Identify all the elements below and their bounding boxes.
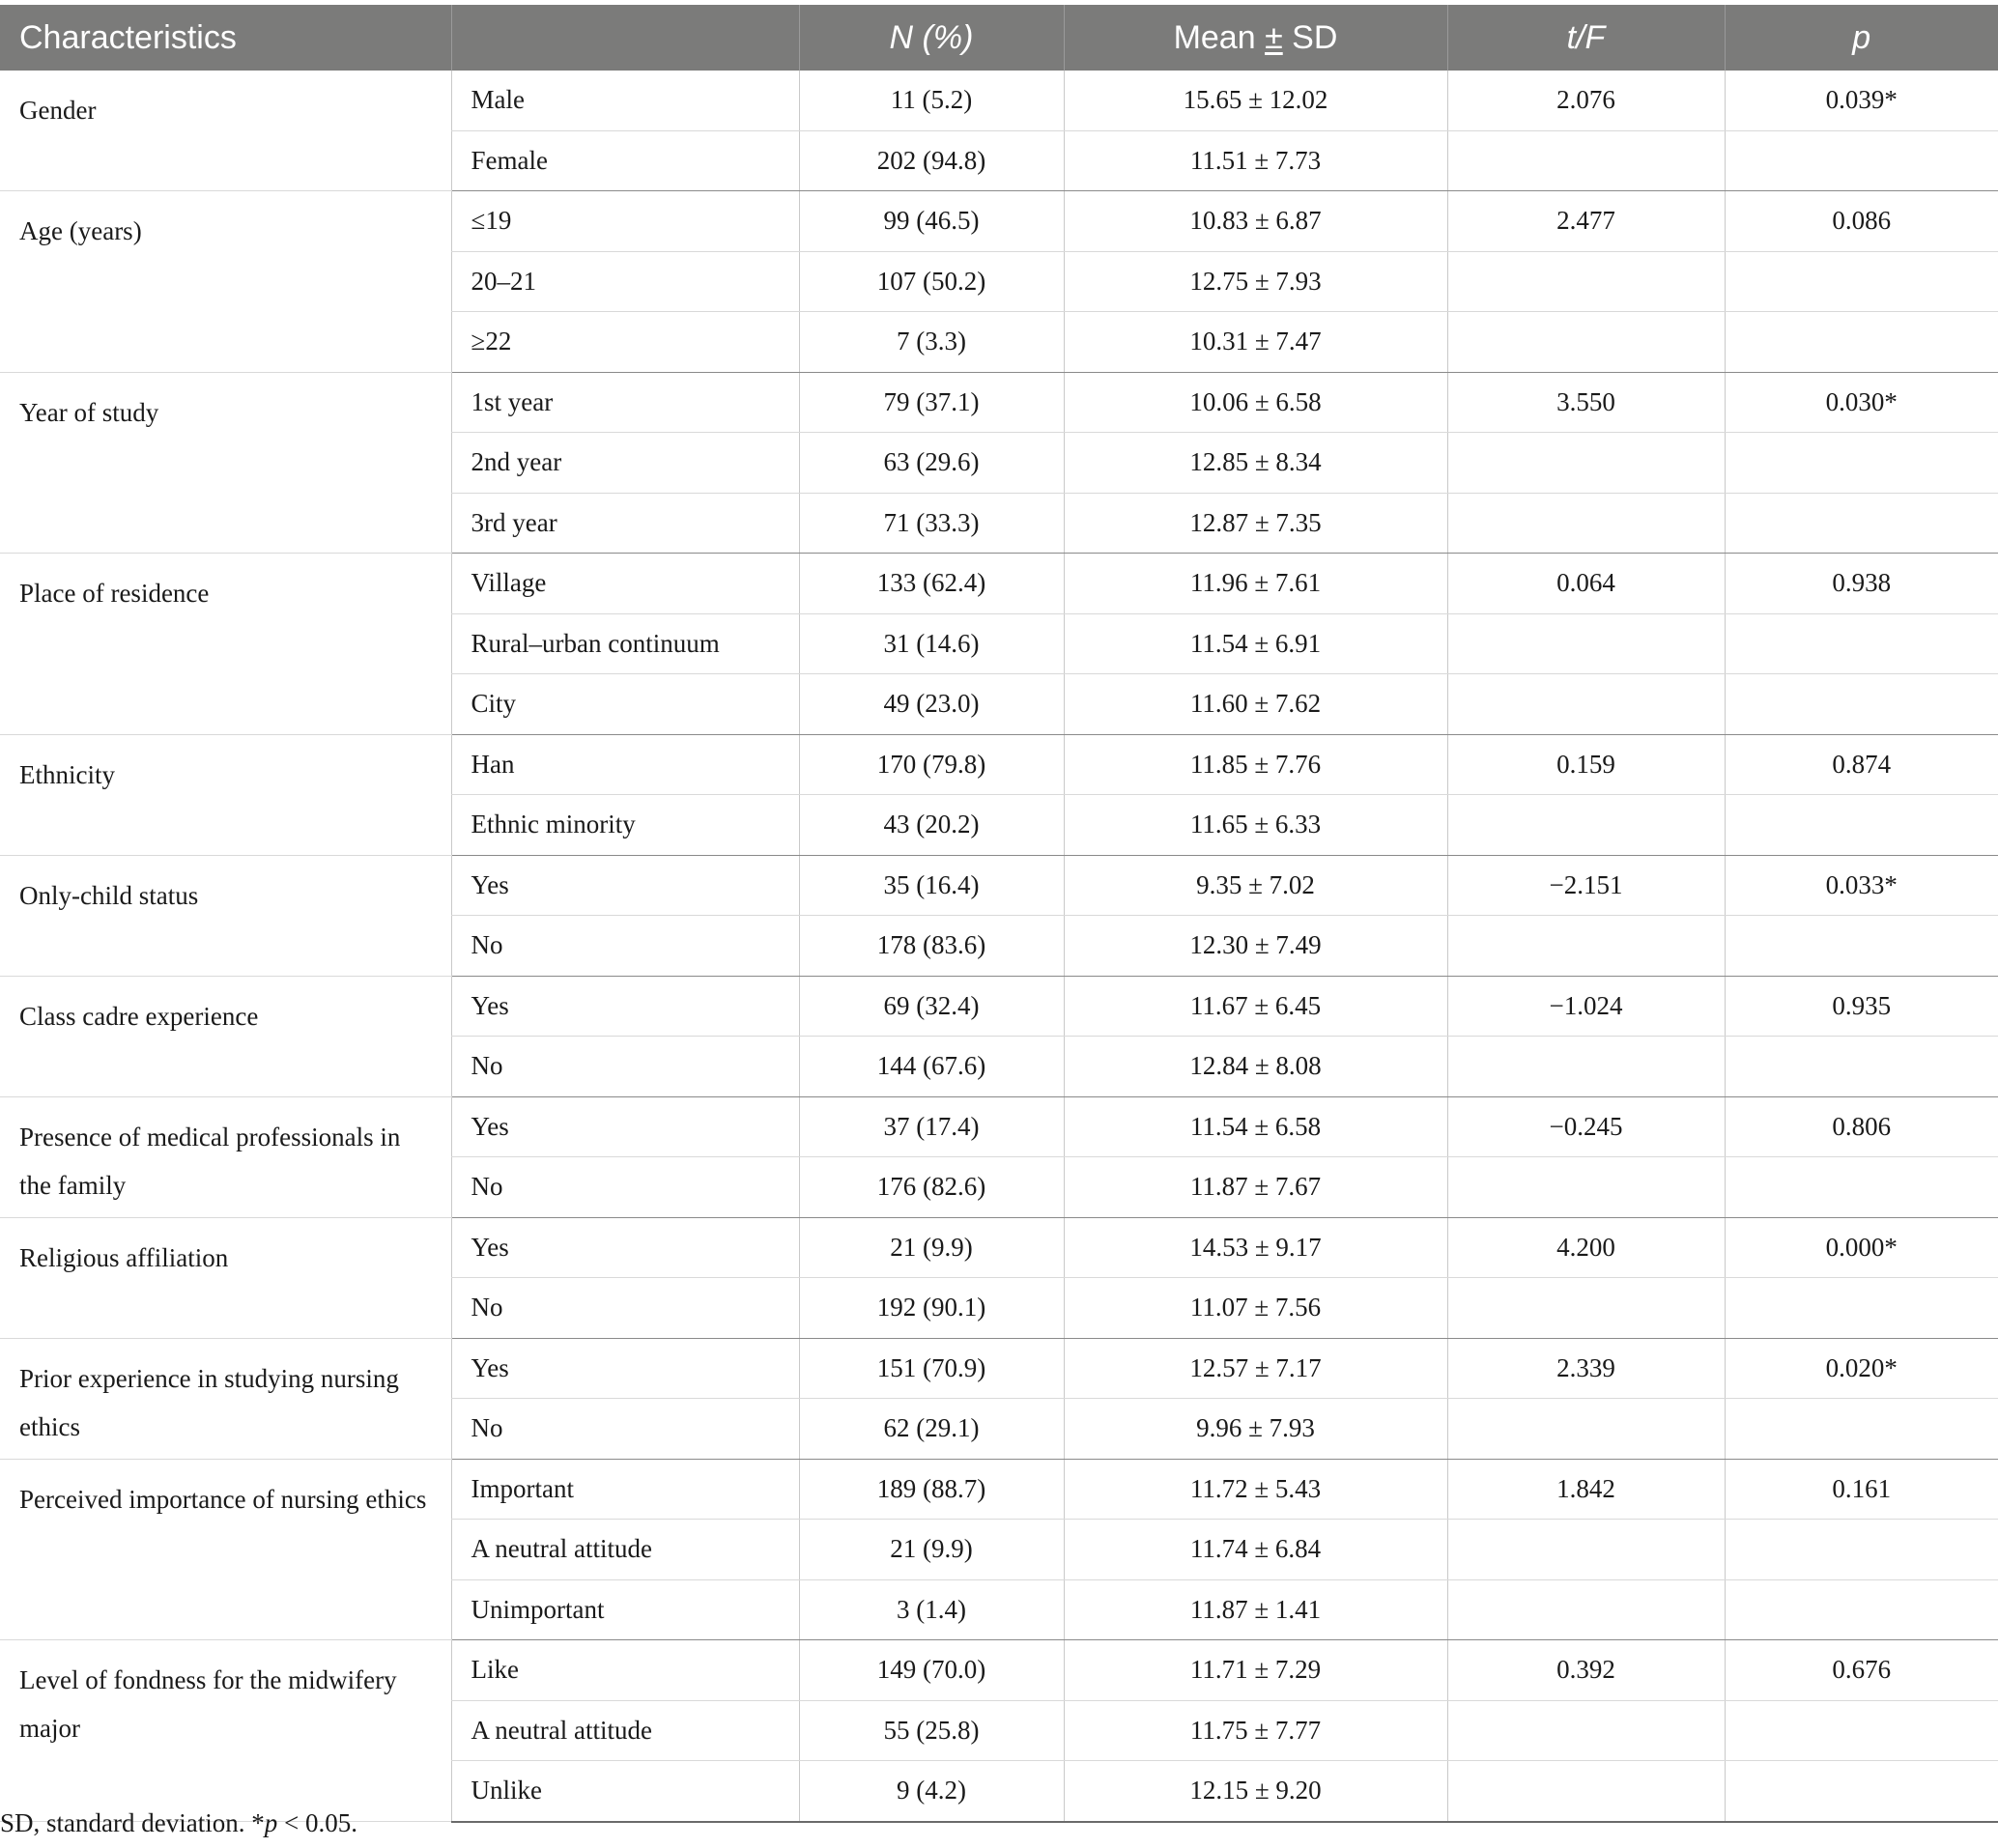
mean-sd-cell: 11.72 ± 5.43 xyxy=(1064,1459,1447,1520)
t-f-cell xyxy=(1447,1761,1725,1822)
t-f-cell xyxy=(1447,1278,1725,1339)
category-cell: No xyxy=(451,1278,799,1339)
category-cell: Unlike xyxy=(451,1761,799,1822)
category-cell: Village xyxy=(451,554,799,614)
n-percent-cell: 69 (32.4) xyxy=(799,976,1064,1037)
mean-sd-cell: 11.54 ± 6.91 xyxy=(1064,613,1447,674)
t-f-cell: −2.151 xyxy=(1447,855,1725,916)
n-percent-cell: 192 (90.1) xyxy=(799,1278,1064,1339)
p-value-cell: 0.676 xyxy=(1725,1640,1998,1701)
t-f-cell: 0.064 xyxy=(1447,554,1725,614)
t-f-cell: 1.842 xyxy=(1447,1459,1725,1520)
mean-sd-cell: 11.60 ± 7.62 xyxy=(1064,674,1447,735)
p-value-cell xyxy=(1725,1579,1998,1640)
category-cell: Unimportant xyxy=(451,1579,799,1640)
p-value-cell xyxy=(1725,613,1998,674)
n-percent-cell: 149 (70.0) xyxy=(799,1640,1064,1701)
n-percent-cell: 49 (23.0) xyxy=(799,674,1064,735)
category-cell: Male xyxy=(451,71,799,130)
n-percent-cell: 133 (62.4) xyxy=(799,554,1064,614)
header-t-f-text: t/F xyxy=(1566,18,1606,56)
header-t-f xyxy=(1447,5,1725,71)
table-row xyxy=(0,1217,1998,1278)
mean-sd-cell: 11.71 ± 7.29 xyxy=(1064,1640,1447,1701)
t-f-cell xyxy=(1447,1700,1725,1761)
p-value-cell: 0.020* xyxy=(1725,1338,1998,1399)
n-percent-cell: 43 (20.2) xyxy=(799,795,1064,856)
category-cell: No xyxy=(451,1399,799,1460)
mean-sd-cell: 11.75 ± 7.77 xyxy=(1064,1700,1447,1761)
n-percent-cell: 202 (94.8) xyxy=(799,130,1064,191)
t-f-cell: −0.245 xyxy=(1447,1096,1725,1157)
category-cell: Yes xyxy=(451,1338,799,1399)
category-cell: 1st year xyxy=(451,372,799,433)
characteristic-name: Year of study xyxy=(0,372,451,554)
mean-sd-cell: 11.87 ± 7.67 xyxy=(1064,1157,1447,1218)
characteristics-table xyxy=(0,5,1998,1823)
category-cell: Yes xyxy=(451,855,799,916)
t-f-cell xyxy=(1447,251,1725,312)
p-value-cell xyxy=(1725,916,1998,977)
mean-sd-cell: 10.31 ± 7.47 xyxy=(1064,312,1447,373)
p-value-cell xyxy=(1725,1700,1998,1761)
n-percent-cell: 35 (16.4) xyxy=(799,855,1064,916)
category-cell: 2nd year xyxy=(451,433,799,494)
footnote-suffix: < 0.05. xyxy=(277,1808,357,1837)
p-value-cell: 0.161 xyxy=(1725,1459,1998,1520)
category-cell: 20–21 xyxy=(451,251,799,312)
category-cell: No xyxy=(451,916,799,977)
category-cell: No xyxy=(451,1157,799,1218)
t-f-cell xyxy=(1447,674,1725,735)
n-percent-cell: 176 (82.6) xyxy=(799,1157,1064,1218)
t-f-cell: 2.477 xyxy=(1447,191,1725,252)
category-cell: A neutral attitude xyxy=(451,1520,799,1580)
mean-sd-cell: 11.67 ± 6.45 xyxy=(1064,976,1447,1037)
characteristic-name: Presence of medical professionals in the family xyxy=(0,1096,451,1217)
t-f-cell: −1.024 xyxy=(1447,976,1725,1037)
p-value-cell: 0.938 xyxy=(1725,554,1998,614)
n-percent-cell: 107 (50.2) xyxy=(799,251,1064,312)
category-cell: Like xyxy=(451,1640,799,1701)
mean-sd-cell: 11.07 ± 7.56 xyxy=(1064,1278,1447,1339)
mean-sd-cell: 12.85 ± 8.34 xyxy=(1064,433,1447,494)
p-value-cell: 0.935 xyxy=(1725,976,1998,1037)
p-value-cell xyxy=(1725,1037,1998,1097)
category-cell: ≥22 xyxy=(451,312,799,373)
t-f-cell xyxy=(1447,1157,1725,1218)
t-f-cell xyxy=(1447,1579,1725,1640)
characteristic-name: Perceived importance of nursing ethics xyxy=(0,1459,451,1640)
table-footnote xyxy=(0,1808,357,1838)
t-f-cell xyxy=(1447,1037,1725,1097)
t-f-cell: 3.550 xyxy=(1447,372,1725,433)
characteristic-name: Level of fondness for the midwifery major xyxy=(0,1640,451,1822)
p-value-cell xyxy=(1725,1278,1998,1339)
characteristic-name: Only-child status xyxy=(0,855,451,976)
p-value-cell xyxy=(1725,674,1998,735)
mean-sd-cell: 14.53 ± 9.17 xyxy=(1064,1217,1447,1278)
characteristic-name: Prior experience in studying nursing ethics xyxy=(0,1338,451,1459)
mean-sd-cell: 11.96 ± 7.61 xyxy=(1064,554,1447,614)
p-value-cell xyxy=(1725,795,1998,856)
mean-sd-cell: 11.51 ± 7.73 xyxy=(1064,130,1447,191)
t-f-cell: 0.392 xyxy=(1447,1640,1725,1701)
category-cell: Yes xyxy=(451,1217,799,1278)
table-row xyxy=(0,1338,1998,1399)
mean-sd-cell: 10.06 ± 6.58 xyxy=(1064,372,1447,433)
n-percent-cell: 21 (9.9) xyxy=(799,1217,1064,1278)
header-category xyxy=(451,5,799,71)
p-value-cell xyxy=(1725,251,1998,312)
header-n-percent xyxy=(799,5,1064,71)
n-percent-cell: 99 (46.5) xyxy=(799,191,1064,252)
header-p-text: p xyxy=(1852,18,1871,56)
n-percent-cell: 151 (70.9) xyxy=(799,1338,1064,1399)
header-sd-label: SD xyxy=(1282,18,1338,56)
footnote-p: p xyxy=(264,1808,278,1837)
p-value-cell: 0.039* xyxy=(1725,71,1998,130)
n-percent-cell: 3 (1.4) xyxy=(799,1579,1064,1640)
mean-sd-cell: 12.30 ± 7.49 xyxy=(1064,916,1447,977)
table-row xyxy=(0,554,1998,614)
header-characteristics: Characteristics xyxy=(0,5,451,71)
n-percent-cell: 170 (79.8) xyxy=(799,734,1064,795)
category-cell: ≤19 xyxy=(451,191,799,252)
table-row xyxy=(0,855,1998,916)
header-mean-sd xyxy=(1064,5,1447,71)
category-cell: Rural–urban continuum xyxy=(451,613,799,674)
mean-sd-cell: 9.96 ± 7.93 xyxy=(1064,1399,1447,1460)
mean-sd-cell: 12.75 ± 7.93 xyxy=(1064,251,1447,312)
n-percent-cell: 7 (3.3) xyxy=(799,312,1064,373)
mean-sd-cell: 9.35 ± 7.02 xyxy=(1064,855,1447,916)
category-cell: Important xyxy=(451,1459,799,1520)
t-f-cell xyxy=(1447,1399,1725,1460)
p-value-cell: 0.086 xyxy=(1725,191,1998,252)
n-percent-cell: 189 (88.7) xyxy=(799,1459,1064,1520)
n-percent-cell: 37 (17.4) xyxy=(799,1096,1064,1157)
n-percent-cell: 71 (33.3) xyxy=(799,493,1064,554)
p-value-cell xyxy=(1725,312,1998,373)
p-value-cell xyxy=(1725,1761,1998,1822)
p-value-cell xyxy=(1725,130,1998,191)
p-value-cell xyxy=(1725,1157,1998,1218)
n-percent-cell: 144 (67.6) xyxy=(799,1037,1064,1097)
characteristic-name: Gender xyxy=(0,71,451,191)
mean-sd-cell: 12.57 ± 7.17 xyxy=(1064,1338,1447,1399)
p-value-cell: 0.874 xyxy=(1725,734,1998,795)
t-f-cell xyxy=(1447,613,1725,674)
n-percent-cell: 62 (29.1) xyxy=(799,1399,1064,1460)
table-row xyxy=(0,1459,1998,1520)
n-percent-cell: 63 (29.6) xyxy=(799,433,1064,494)
t-f-cell: 2.339 xyxy=(1447,1338,1725,1399)
mean-sd-cell: 11.65 ± 6.33 xyxy=(1064,795,1447,856)
p-value-cell: 0.033* xyxy=(1725,855,1998,916)
category-cell: 3rd year xyxy=(451,493,799,554)
n-percent-cell: 21 (9.9) xyxy=(799,1520,1064,1580)
characteristic-name: Religious affiliation xyxy=(0,1217,451,1338)
n-percent-cell: 9 (4.2) xyxy=(799,1761,1064,1822)
category-cell: No xyxy=(451,1037,799,1097)
category-cell: Han xyxy=(451,734,799,795)
p-value-cell xyxy=(1725,433,1998,494)
t-f-cell xyxy=(1447,433,1725,494)
t-f-cell: 2.076 xyxy=(1447,71,1725,130)
n-percent-cell: 11 (5.2) xyxy=(799,71,1064,130)
header-plusminus: ± xyxy=(1265,18,1283,56)
characteristic-name: Ethnicity xyxy=(0,734,451,855)
n-percent-cell: 55 (25.8) xyxy=(799,1700,1064,1761)
p-value-cell: 0.806 xyxy=(1725,1096,1998,1157)
characteristic-name: Place of residence xyxy=(0,554,451,735)
category-cell: Ethnic minority xyxy=(451,795,799,856)
footnote-prefix: SD, standard deviation. * xyxy=(0,1808,265,1837)
header-p xyxy=(1725,5,1998,71)
table-row xyxy=(0,372,1998,433)
p-value-cell: 0.000* xyxy=(1725,1217,1998,1278)
mean-sd-cell: 11.74 ± 6.84 xyxy=(1064,1520,1447,1580)
mean-sd-cell: 10.83 ± 6.87 xyxy=(1064,191,1447,252)
category-cell: Female xyxy=(451,130,799,191)
p-value-cell xyxy=(1725,1520,1998,1580)
mean-sd-cell: 11.87 ± 1.41 xyxy=(1064,1579,1447,1640)
n-percent-cell: 79 (37.1) xyxy=(799,372,1064,433)
mean-sd-cell: 12.15 ± 9.20 xyxy=(1064,1761,1447,1822)
category-cell: A neutral attitude xyxy=(451,1700,799,1761)
t-f-cell xyxy=(1447,312,1725,373)
category-cell: Yes xyxy=(451,1096,799,1157)
p-value-cell: 0.030* xyxy=(1725,372,1998,433)
t-f-cell xyxy=(1447,130,1725,191)
table-row xyxy=(0,191,1998,252)
table-row xyxy=(0,71,1998,130)
t-f-cell: 4.200 xyxy=(1447,1217,1725,1278)
table-body xyxy=(0,71,1998,1822)
t-f-cell xyxy=(1447,493,1725,554)
table-row xyxy=(0,1096,1998,1157)
t-f-cell xyxy=(1447,795,1725,856)
t-f-cell xyxy=(1447,916,1725,977)
category-cell: Yes xyxy=(451,976,799,1037)
n-percent-cell: 31 (14.6) xyxy=(799,613,1064,674)
header-mean-label: Mean xyxy=(1173,18,1266,56)
table-row xyxy=(0,734,1998,795)
category-cell: City xyxy=(451,674,799,735)
mean-sd-cell: 15.65 ± 12.02 xyxy=(1064,71,1447,130)
mean-sd-cell: 12.87 ± 7.35 xyxy=(1064,493,1447,554)
table-row xyxy=(0,1640,1998,1701)
p-value-cell xyxy=(1725,493,1998,554)
n-percent-cell: 178 (83.6) xyxy=(799,916,1064,977)
p-value-cell xyxy=(1725,1399,1998,1460)
mean-sd-cell: 11.54 ± 6.58 xyxy=(1064,1096,1447,1157)
table-row xyxy=(0,976,1998,1037)
t-f-cell: 0.159 xyxy=(1447,734,1725,795)
characteristic-name: Class cadre experience xyxy=(0,976,451,1096)
header-n-percent-text: N (%) xyxy=(889,18,974,56)
mean-sd-cell: 12.84 ± 8.08 xyxy=(1064,1037,1447,1097)
characteristic-name: Age (years) xyxy=(0,191,451,373)
mean-sd-cell: 11.85 ± 7.76 xyxy=(1064,734,1447,795)
data-table-container xyxy=(0,5,1998,1823)
t-f-cell xyxy=(1447,1520,1725,1580)
table-header-row xyxy=(0,5,1998,71)
